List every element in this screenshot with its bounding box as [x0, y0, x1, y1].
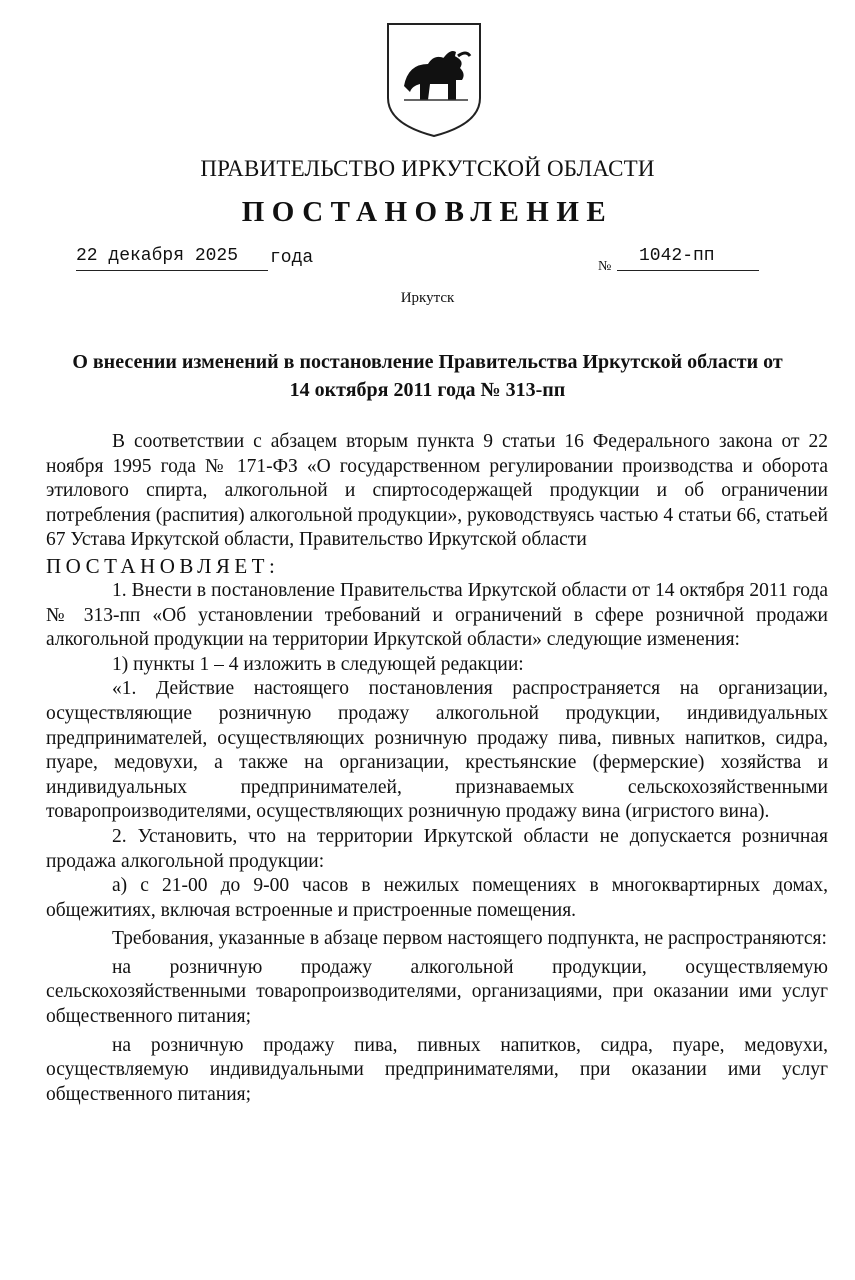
- document-type: ПОСТАНОВЛЕНИЕ: [241, 196, 614, 228]
- quote-point-2a-paragraph: а) с 21-00 до 9-00 часов в нежилых помещениях в многоквартирных домах, общежитиях, включая встроенные и пристроенные помещения.: [46, 875, 828, 921]
- requirements-item-1-paragraph: на розничную продажу алкогольной продукции, осуществляемую сельскохозяйственными товаропроизводителями, организациями, при оказании ими услуг общественного питания;: [46, 956, 828, 1028]
- decree-date: 22 декабря 2025: [76, 246, 268, 271]
- decree-body: [46, 430, 828, 1107]
- item-1-1-paragraph: 1) пункты 1 – 4 изложить в следующей редакции:: [112, 653, 524, 675]
- decree-number: 1042-пп: [617, 246, 759, 271]
- resolves-heading: ПОСТАНОВЛЯЕТ:: [46, 553, 280, 578]
- decree-title: О внесении изменений в постановление Правительства Иркутской области от 14 октября 2011 года № 313-пп: [72, 351, 783, 401]
- government-name: ПРАВИТЕЛЬСТВО ИРКУТСКОЙ ОБЛАСТИ: [200, 156, 655, 181]
- city: Иркутск: [400, 290, 455, 306]
- decree-date-suffix: года: [270, 248, 314, 268]
- quote-point-2-paragraph: 2. Установить, что на территории Иркутской области не допускается розничная продажа алкогольной продукции:: [46, 825, 828, 872]
- coat-of-arms-icon: [384, 20, 484, 140]
- number-sign: №: [598, 259, 612, 274]
- preamble-paragraph: В соответствии с абзацем вторым пункта 9 статьи 16 Федерального закона от 22 ноября 1995 года № 171-ФЗ «О государственном регулировании производства и оборота этилового спирта, алкогольной и спиртосодержащей продукции и об ограничении потребления (распития) алкогольной продукции», руководствуясь частью 4 статьи 66, статьей 67 Устава Иркутской области, Правительство Иркутской области: [46, 431, 828, 551]
- item-1-paragraph: 1. Внести в постановление Правительства Иркутской области от 14 октября 2011 года № 313-пп «Об установлении требований и ограничений в сфере розничной продажи алкогольной продукции на территории Иркутской области» следующие изменения:: [46, 579, 828, 651]
- quote-point-1-paragraph: «1. Действие настоящего постановления распространяется на организации, осуществляющие розничную продажу алкогольной продукции, индивидуальных предпринимателей, осуществляющих розничную продажу пива, пивных напитков, сидра, пуаре, медовухи, а также на организации, крестьянские (фермерские) хозяйства и индивидуальных предпринимателей, признаваемых сельскохозяйственными товаропроизводителями, осуществляющих розничную продажу вина (игристого вина).: [46, 678, 828, 823]
- requirements-paragraph: Требования, указанные в абзаце первом настоящего подпункта, не распространяются:: [112, 928, 827, 950]
- requirements-item-2-paragraph: на розничную продажу пива, пивных напитков, сидра, пуаре, медовухи, осуществляемую индивидуальными предпринимателями, при оказании ими услуг общественного питания;: [46, 1034, 828, 1105]
